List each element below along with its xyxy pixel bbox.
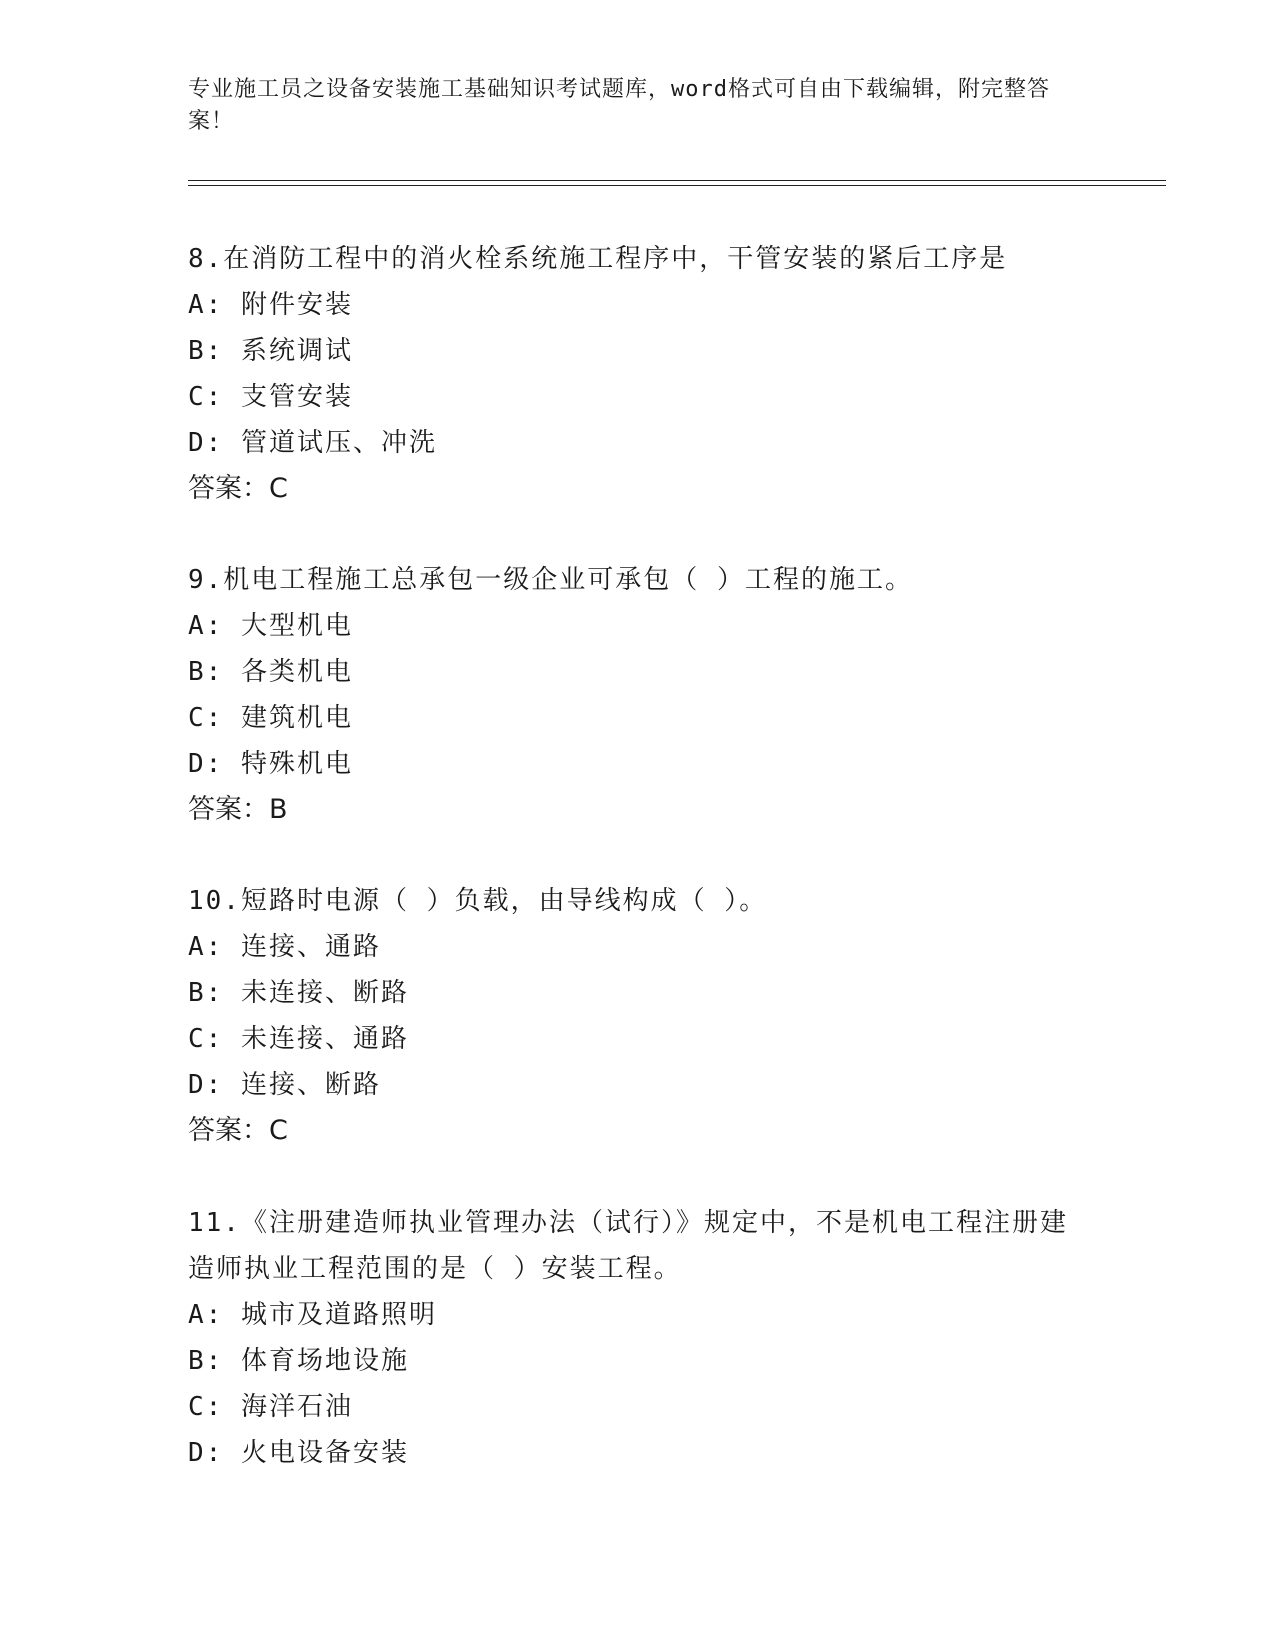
option-b: B: 系统调试 — [188, 336, 353, 366]
option-b: B: 各类机电 — [188, 657, 353, 687]
header-divider-bottom — [188, 185, 1166, 186]
option-b: B: 未连接、断路 — [188, 978, 409, 1008]
option-d: D: 管道试压、冲洗 — [188, 428, 437, 458]
option-c: C: 支管安装 — [188, 382, 353, 412]
question-text: 10.短路时电源（ ）负载，由导线构成（ ）。 — [188, 886, 768, 916]
option-d: D: 火电设备安装 — [188, 1438, 409, 1468]
question-text: 8.在消防工程中的消火栓系统施工程序中，干管安装的紧后工序是 — [188, 244, 1008, 274]
option-c: C: 未连接、通路 — [188, 1024, 409, 1054]
question-11 — [188, 1200, 1088, 1476]
question-text: 11.《注册建造师执业管理办法（试行）》规定中，不是机电工程注册建造师执业工程范围的是（ ）安装工程。 — [188, 1208, 1068, 1284]
option-a: A: 大型机电 — [188, 611, 353, 641]
question-10 — [188, 878, 1088, 1154]
option-d: D: 特殊机电 — [188, 749, 353, 779]
question-text: 9.机电工程施工总承包一级企业可承包（ ）工程的施工。 — [188, 565, 913, 595]
option-c: C: 海洋石油 — [188, 1392, 353, 1422]
option-a: A: 连接、通路 — [188, 932, 381, 962]
answer: 答案：C — [188, 473, 288, 504]
answer: 答案：B — [188, 794, 288, 825]
option-a: A: 城市及道路照明 — [188, 1300, 437, 1330]
option-c: C: 建筑机电 — [188, 703, 353, 733]
question-8 — [188, 236, 1088, 512]
option-b: B: 体育场地设施 — [188, 1346, 409, 1376]
document-header: 专业施工员之设备安装施工基础知识考试题库，word格式可自由下载编辑，附完整答案！ — [188, 77, 1050, 134]
question-9 — [188, 557, 1088, 833]
option-d: D: 连接、断路 — [188, 1070, 381, 1100]
option-a: A: 附件安装 — [188, 290, 353, 320]
answer: 答案：C — [188, 1115, 288, 1146]
header-divider-top — [188, 180, 1166, 181]
